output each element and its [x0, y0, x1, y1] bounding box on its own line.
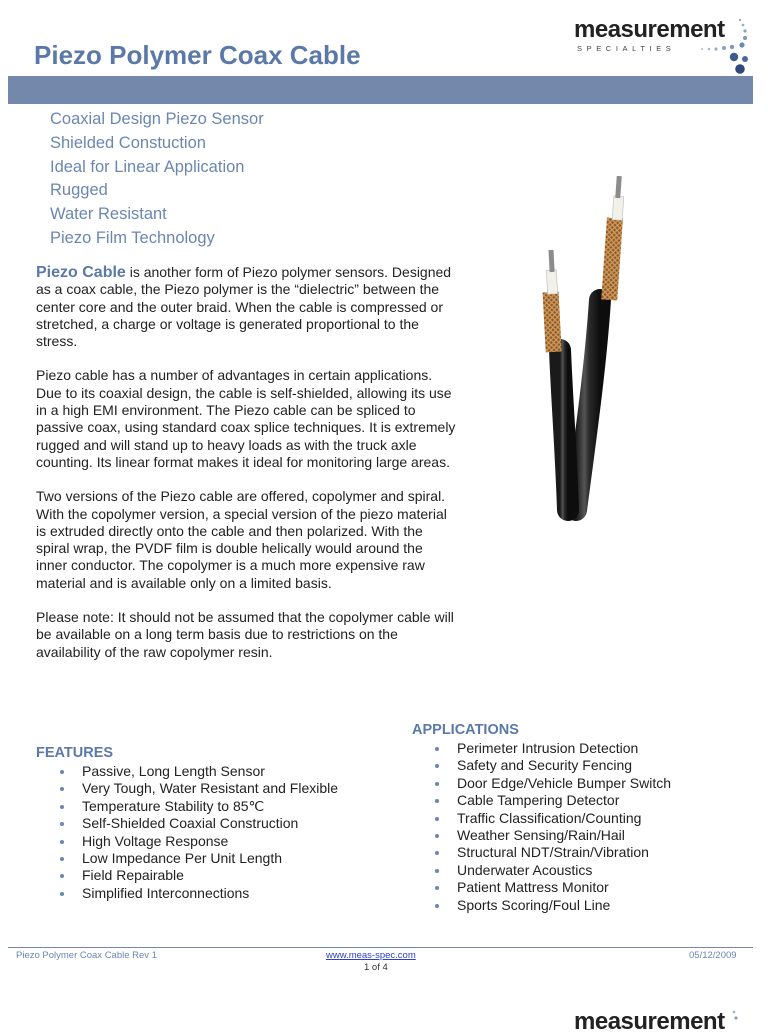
page-title: Piezo Polymer Coax Cable	[34, 40, 361, 70]
tagline-item: Piezo Film Technology	[50, 228, 215, 247]
tagline-item: Coaxial Design Piezo Sensor	[50, 110, 264, 128]
logo-wordmark: measurement	[574, 16, 725, 43]
application-item: Traffic Classification/Counting	[431, 810, 671, 827]
next-page-logo-wordmark: measurement	[574, 1008, 725, 1035]
feature-item: Passive, Long Length Sensor	[56, 763, 338, 780]
tagline-item: Water Resistant	[50, 205, 167, 224]
cable-product-image	[470, 160, 710, 530]
application-item: Safety and Security Fencing	[431, 757, 671, 774]
footer-website-link[interactable]: www.meas-spec.com	[326, 950, 416, 961]
logo-subtitle: SPECIALTIES	[577, 44, 676, 53]
feature-item: Low Impedance Per Unit Length	[56, 850, 338, 867]
intro-paragraph	[36, 264, 456, 350]
body-paragraph: Please note: It should not be assumed that the copolymer cable will be available on a long term basis due to restrictions on the availability of the raw copolymer resin.	[36, 609, 454, 660]
application-item: Weather Sensing/Rain/Hail	[431, 827, 671, 844]
tagline-item: Ideal for Linear Application	[50, 157, 245, 176]
application-item: Underwater Acoustics	[431, 862, 671, 879]
feature-item: Simplified Interconnections	[56, 885, 338, 902]
applications-heading: APPLICATIONS	[412, 722, 519, 738]
header-band	[8, 76, 753, 104]
feature-item: High Voltage Response	[56, 833, 338, 850]
feature-item: Field Repairable	[56, 867, 338, 884]
application-item: Perimeter Intrusion Detection	[431, 740, 671, 757]
footer-date: 05/12/2009	[689, 950, 737, 961]
feature-item: Very Tough, Water Resistant and Flexible	[56, 780, 338, 797]
application-item: Door Edge/Vehicle Bumper Switch	[431, 775, 671, 792]
body-paragraph: Piezo cable has a number of advantages in certain applications. Due to its coaxial design, the cable is self-shielded, allowing its use in a high EMI environment. The Piezo cable can be spliced to passive coax, using standard coax splice techniques. It is extremely rugged and will stand up to heavy loads as with the truck axle counting. Its linear format makes it ideal for monitoring large areas.	[36, 367, 456, 470]
feature-item: Temperature Stability to 85℃	[56, 798, 338, 815]
intro-rest: is another form of Piezo polymer sensors. Designed as a coax cable, the Piezo polymer is the “dielectric” between the center core and the outer braid. When the cable is compressed or stretched, a charge or voltage is generated proportional to the stress.	[36, 264, 452, 350]
next-page-logo-dots-icon	[724, 1006, 754, 1036]
logo-dots-icon	[682, 14, 754, 76]
intro-lead: Piezo Cable	[36, 264, 126, 281]
application-item: Cable Tampering Detector	[431, 792, 671, 809]
features-heading: FEATURES	[36, 745, 114, 761]
tagline-item: Rugged	[50, 181, 108, 200]
application-item: Patient Mattress Monitor	[431, 879, 671, 896]
application-item: Sports Scoring/Foul Line	[431, 897, 671, 914]
application-item: Structural NDT/Strain/Vibration	[431, 844, 671, 861]
feature-item: Self-Shielded Coaxial Construction	[56, 815, 338, 832]
tagline-list	[50, 108, 264, 251]
tagline-item: Shielded Constuction	[50, 133, 206, 152]
body-text	[36, 264, 456, 678]
footer-doc-title: Piezo Polymer Coax Cable Rev 1	[16, 950, 157, 961]
footer-divider	[8, 947, 753, 948]
company-logo	[574, 14, 754, 74]
footer-page-number: 1 of 4	[364, 962, 388, 973]
features-list	[56, 763, 338, 902]
next-page-logo	[574, 1006, 754, 1036]
body-paragraph: Two versions of the Piezo cable are offered, copolymer and spiral. With the copolymer version, a special version of the piezo material is extruded directly onto the cable and then polarized. With the spiral wrap, the PVDF film is double helically would around the inner conductor. The copolymer is a much more expensive raw material and is available only on a limited basis.	[36, 488, 447, 591]
applications-list	[431, 740, 671, 914]
